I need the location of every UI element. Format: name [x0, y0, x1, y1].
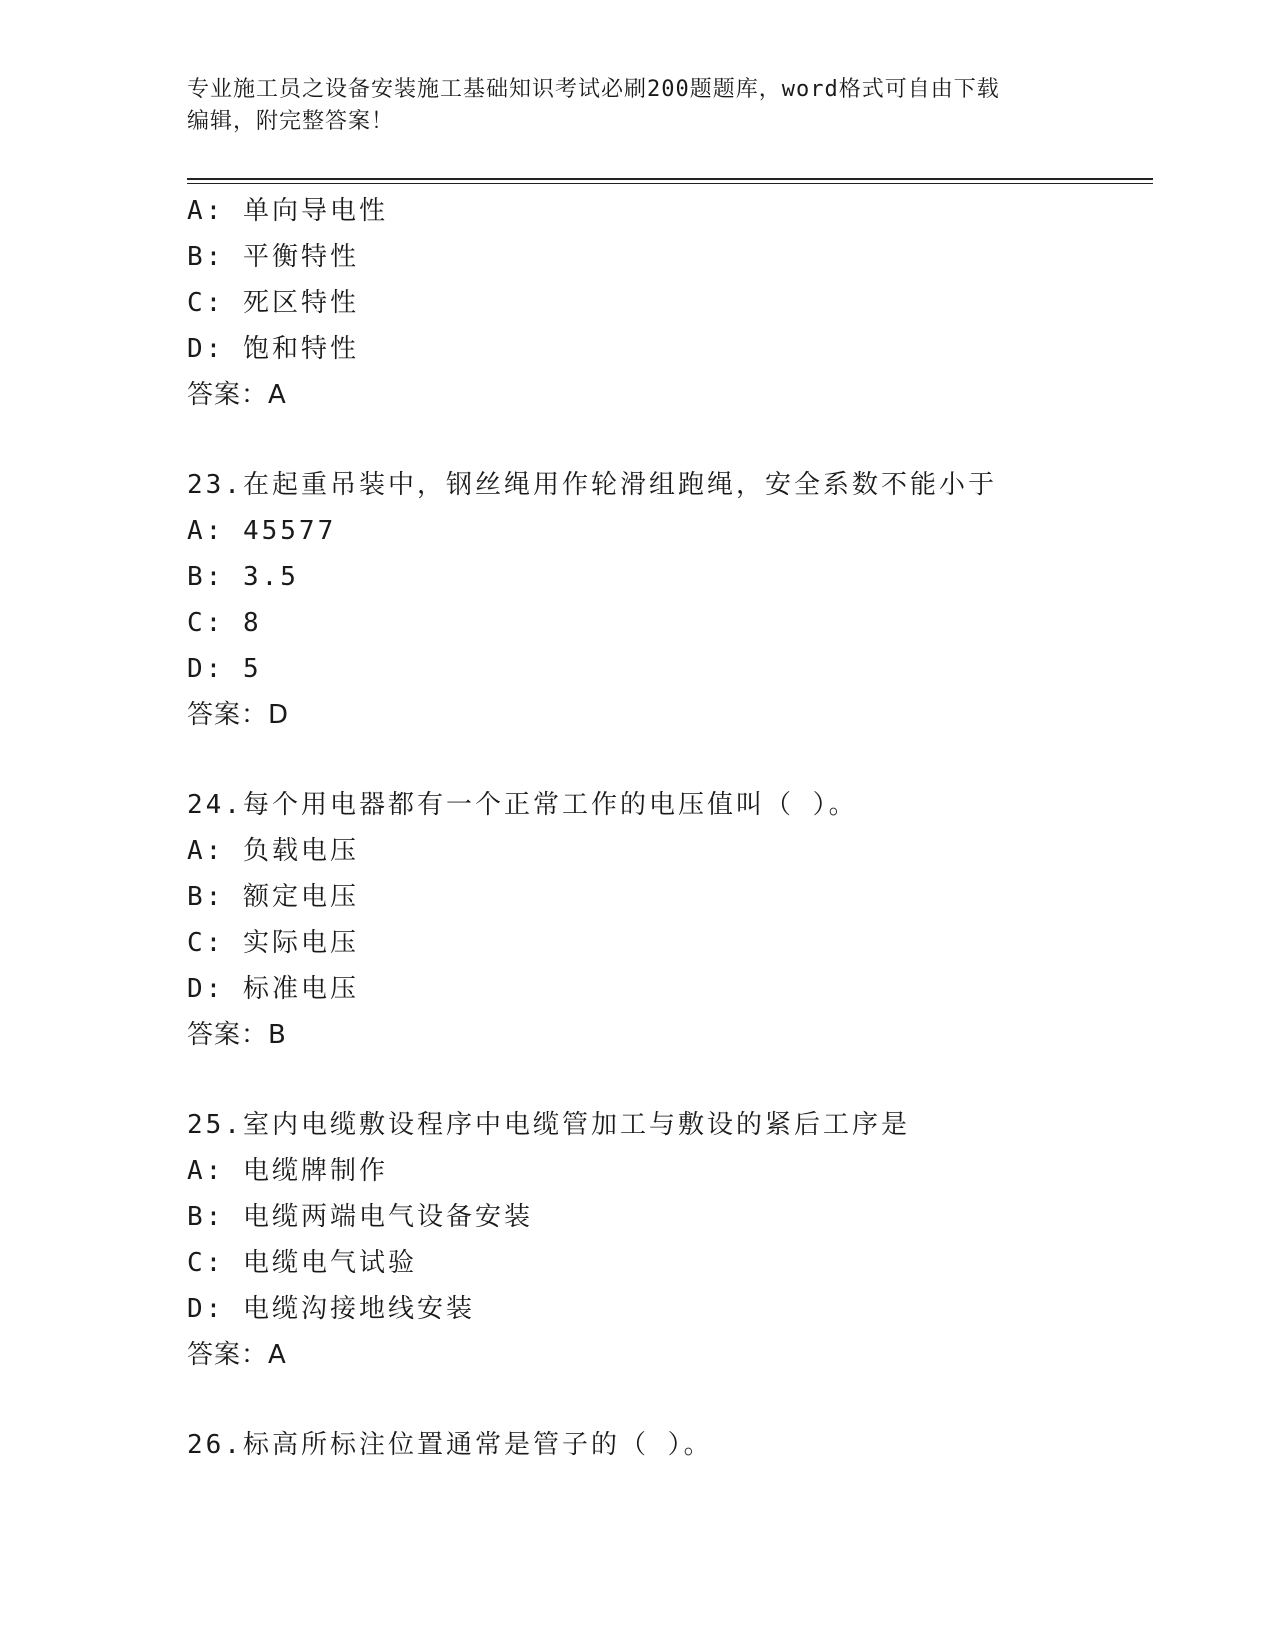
option-b: B: 额定电压 [187, 882, 359, 912]
header-divider-thick [187, 178, 1153, 180]
answer-line: 答案：A [187, 380, 287, 410]
question-23 [187, 462, 1153, 738]
question-list [187, 188, 1153, 1468]
header-title-line-1: 专业施工员之设备安装施工基础知识考试必刷200题题库，word格式可自由下载 [187, 77, 1000, 102]
header-divider-thin [187, 183, 1153, 184]
option-d: D: 电缆沟接地线安装 [187, 1294, 475, 1324]
header-title-line-2: 编辑，附完整答案！ [187, 109, 395, 134]
answer-line: 答案：D [187, 700, 290, 730]
question-22-continued [187, 188, 1153, 418]
option-d: D: 饱和特性 [187, 334, 359, 364]
option-b: B: 3.5 [187, 562, 299, 592]
option-c: C: 8 [187, 608, 262, 638]
answer-line: 答案：B [187, 1020, 287, 1050]
question-stem: 25.室内电缆敷设程序中电缆管加工与敷设的紧后工序是 [187, 1110, 910, 1140]
option-a: A: 单向导电性 [187, 196, 388, 226]
question-24 [187, 782, 1153, 1058]
question-26 [187, 1422, 1153, 1468]
option-c: C: 死区特性 [187, 288, 359, 318]
option-a: A: 负载电压 [187, 836, 359, 866]
option-b: B: 电缆两端电气设备安装 [187, 1202, 533, 1232]
option-d: D: 5 [187, 654, 262, 684]
option-b: B: 平衡特性 [187, 242, 359, 272]
document-header [187, 74, 1087, 138]
question-25 [187, 1102, 1153, 1378]
question-stem: 23.在起重吊装中，钢丝绳用作轮滑组跑绳，安全系数不能小于 [187, 470, 997, 500]
question-stem: 24.每个用电器都有一个正常工作的电压值叫（ ）。 [187, 790, 858, 820]
option-a: A: 45577 [187, 516, 337, 546]
option-c: C: 实际电压 [187, 928, 359, 958]
option-c: C: 电缆电气试验 [187, 1248, 417, 1278]
option-a: A: 电缆牌制作 [187, 1156, 388, 1186]
answer-line: 答案：A [187, 1340, 287, 1370]
question-stem: 26.标高所标注位置通常是管子的（ ）。 [187, 1430, 713, 1460]
option-d: D: 标准电压 [187, 974, 359, 1004]
